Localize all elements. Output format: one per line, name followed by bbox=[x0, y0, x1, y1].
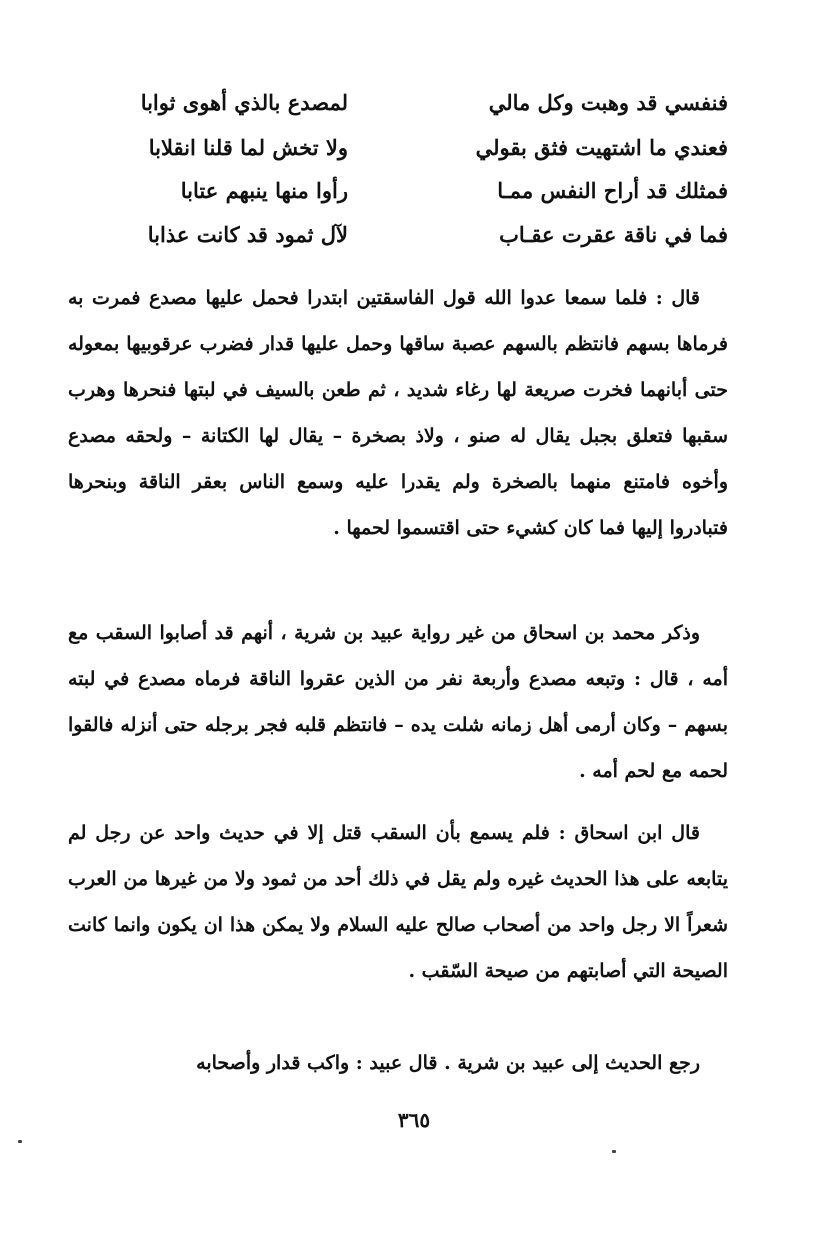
verse-line bbox=[68, 222, 728, 262]
scan-speck bbox=[18, 1140, 22, 1143]
scan-speck bbox=[612, 1150, 616, 1153]
page-number: ٣٦٥ bbox=[397, 1108, 431, 1132]
verse-second-hemistich: ولا تخش لما قلنا انقلابا bbox=[148, 135, 348, 160]
verse-line bbox=[68, 178, 728, 218]
verse-first-hemistich: فمثلك قد أراح النفس ممـا bbox=[497, 178, 728, 203]
body-paragraph: وذكر محمد بن اسحاق من غير رواية عبيد بن شرية ، أنهم قد أصابوا السقب مع أمه ، قال : وتبعه مصدع وأربعة نفر من الذين عقروا الناقة فرماه مصدع في لبته بسهم – وكان أرمى أهل زمانه شلت يده – فانتظم قلبه فجر برجله حتى أنزله فالقوا لحمه مع لحم أمه . bbox=[68, 622, 728, 782]
verse-line bbox=[68, 90, 728, 130]
verse-first-hemistich: فعندي ما اشتهيت فثق بقولي bbox=[475, 135, 728, 160]
verse-second-hemistich: رأوا منها ينبهم عتابا bbox=[180, 178, 348, 203]
verse-line bbox=[68, 135, 728, 175]
verse-second-hemistich: لآل ثمود قد كانت عذابا bbox=[147, 222, 348, 247]
body-paragraph: قال : فلما سمعا عدوا الله قول الفاسقتين ابتدرا فحمل عليها مصدع فمرت به فرماها بسهم فانتظم بالسهم عصبة ساقها وحمل عليها قدار فضرب عرقوبيها بمعوله حتى أبانهما فخرت صريعة لها رغاء شديد ، ثم طعن بالسيف في لبتها فنحرها وهرب سقبها فتعلق بجبل يقال له صنو ، ولاذ بصخرة – يقال لها الكتانة – ولحقه مصدع وأخوه فامتنع منهما بالصخرة ولم يقدرا عليه وسمع الناس بعقر الناقة وبنحرها فتبادروا إليها فما كان كشيء حتى اقتسموا لحمها . bbox=[68, 287, 728, 539]
verse-second-hemistich: لمصدع بالذي أهوى ثوابا bbox=[140, 90, 348, 115]
body-paragraph: قال ابن اسحاق : فلم يسمع بأن السقب قتل إلا في حديث واحد عن رجل لم يتابعه على هذا الحديث غيره ولم يقل في ذلك أحد من ثمود ولا من غيرها من العرب شعراً الا رجل واحد من أصحاب صالح عليه السلام ولا يمكن هذا ان يكون وانما كانت الصيحة التي أصابتهم من صيحة السّقب . bbox=[68, 822, 728, 982]
verse-first-hemistich: فنفسي قد وهبت وكل مالي bbox=[488, 90, 728, 115]
verse-first-hemistich: فما في ناقة عقرت عقـاب bbox=[499, 222, 728, 247]
body-paragraph: رجع الحديث إلى عبيد بن شرية . قال عبيد : واكب قدار وأصحابه bbox=[196, 1052, 700, 1074]
